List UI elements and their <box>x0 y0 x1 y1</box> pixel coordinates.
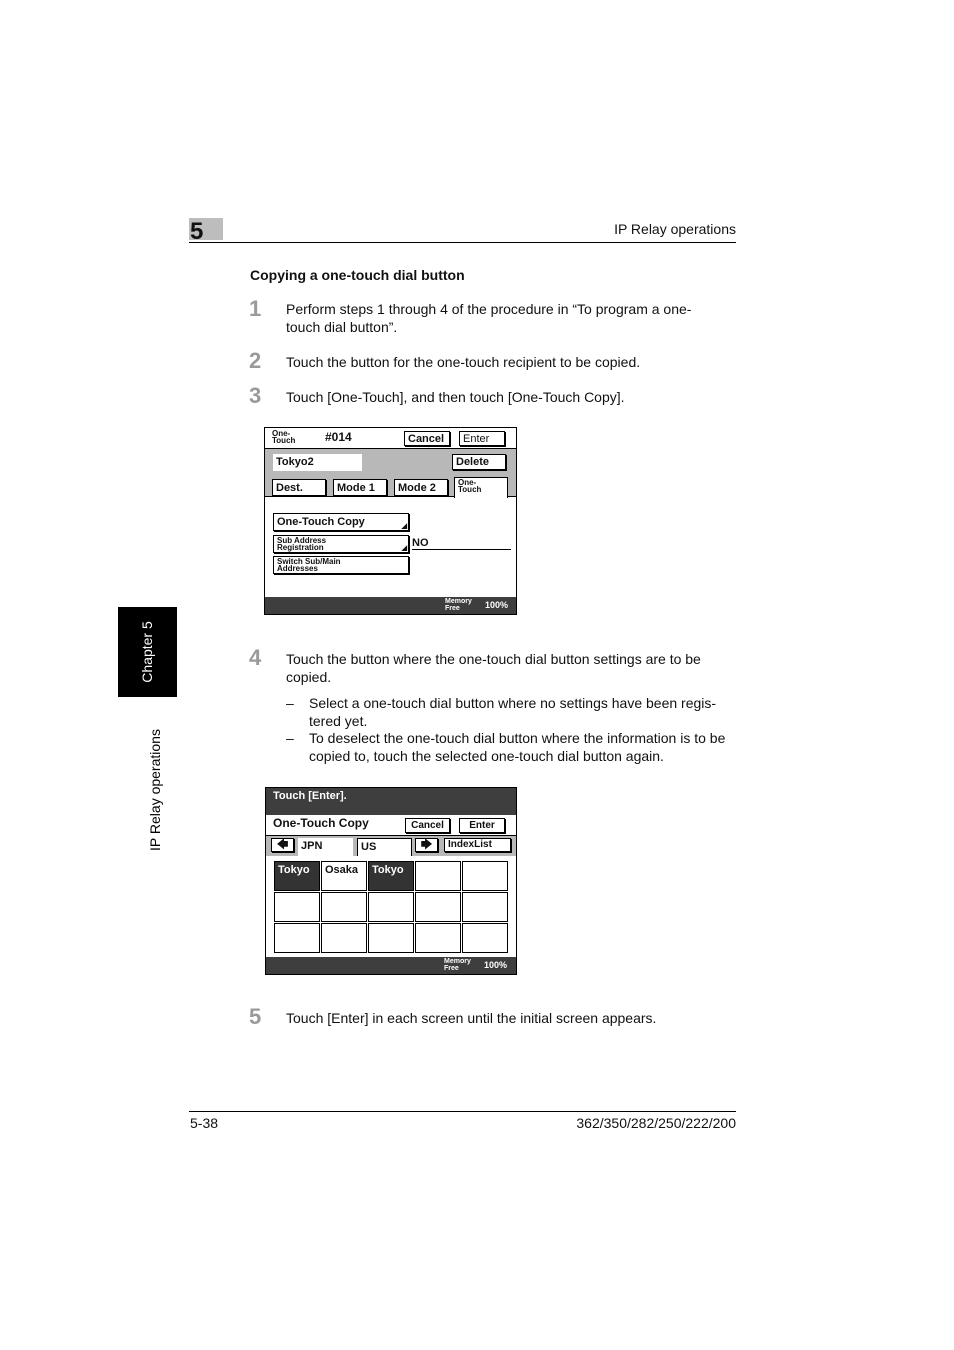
message-text: Touch [Enter]. <box>273 790 347 802</box>
step-1-text: Perform steps 1 through 4 of the procedure in “To program a one-touch dial button”. <box>286 301 692 335</box>
memory-free-value: 100% <box>484 960 508 970</box>
one-touch-button[interactable] <box>274 923 320 953</box>
one-touch-button[interactable] <box>321 892 367 922</box>
enter-button[interactable]: Enter <box>459 818 505 833</box>
one-touch-button[interactable]: Osaka <box>321 861 367 891</box>
step-4-number: 4 <box>249 645 262 670</box>
screen-title: One-Touch Copy <box>273 816 369 830</box>
section-heading: Copying a one-touch dial button <box>250 267 465 283</box>
step-3-text: Touch [One-Touch], and then touch [One-Touch Copy]. <box>286 389 625 405</box>
step-2-text: Touch the button for the one-touch recipient to be copied. <box>286 354 641 370</box>
model-numbers: 362/350/282/250/222/200 <box>576 1115 736 1131</box>
tab-dest[interactable]: Dest. <box>272 479 326 496</box>
step-3-number: 3 <box>249 383 262 408</box>
header-section-title: IP Relay operations <box>614 221 736 237</box>
one-touch-button[interactable] <box>462 923 508 953</box>
step-4-text: Touch the button where the one-touch dial button settings are to be copied. <box>286 651 701 685</box>
one-touch-button[interactable] <box>368 892 414 922</box>
step-4-bullet-2: – To deselect the one-touch dial button where the information is to be copied to, touch the selected one-touch dial button again. <box>286 730 726 764</box>
status-bar <box>265 597 516 614</box>
previous-arrow-icon[interactable]: 🡄 <box>271 838 294 852</box>
status-bar <box>266 957 516 974</box>
index-tab-jpn[interactable]: JPN <box>298 838 353 856</box>
one-touch-copy-button[interactable]: One-Touch Copy ◢ <box>273 513 409 531</box>
switch-sub-main-addresses-button[interactable]: Switch Sub/Main Addresses <box>273 556 409 574</box>
enter-button[interactable]: Enter <box>459 431 505 446</box>
sub-address-value: NO <box>412 537 429 549</box>
one-touch-number: #014 <box>325 430 352 444</box>
delete-button[interactable]: Delete <box>452 454 506 470</box>
one-touch-button[interactable] <box>321 923 367 953</box>
step-5-text: Touch [Enter] in each screen until the initial screen appears. <box>286 1010 657 1026</box>
one-touch-button[interactable] <box>368 923 414 953</box>
side-chapter-label: Chapter 5 <box>139 621 155 683</box>
sub-address-underline <box>412 549 511 550</box>
one-touch-button[interactable] <box>462 861 508 891</box>
one-touch-copy-screen <box>265 787 517 975</box>
one-touch-button[interactable] <box>415 923 461 953</box>
step-2-number: 2 <box>249 348 262 373</box>
step-1-number: 1 <box>249 296 262 321</box>
sub-address-registration-button[interactable]: Sub Address Registration ◢ <box>273 535 409 553</box>
step-5-number: 5 <box>249 1004 262 1029</box>
corner-mark-icon: ◢ <box>401 523 407 530</box>
next-arrow-icon[interactable]: 🡆 <box>415 838 438 852</box>
memory-free-label: Memory Free <box>444 958 471 972</box>
cancel-button[interactable]: Cancel <box>405 818 450 833</box>
one-touch-button-grid <box>274 861 510 955</box>
name-field[interactable]: Tokyo2 <box>273 454 362 471</box>
side-section-label: IP Relay operations <box>147 729 163 851</box>
header-rule <box>189 242 736 243</box>
step-4-bullet-1: – Select a one-touch dial button where no settings have been regis-tered yet. <box>286 695 717 729</box>
index-list-button[interactable]: IndexList <box>444 838 511 852</box>
tab-rule-left <box>265 496 454 497</box>
one-touch-button[interactable]: Tokyo <box>368 861 414 891</box>
one-touch-button[interactable] <box>274 892 320 922</box>
corner-mark-icon: ◢ <box>401 545 407 552</box>
screen-tab-title: One- Touch <box>272 429 296 445</box>
one-touch-button[interactable] <box>462 892 508 922</box>
chapter-number: 5 <box>190 218 204 245</box>
one-touch-settings-screen <box>264 427 517 615</box>
one-touch-button[interactable] <box>415 861 461 891</box>
tab-one-touch[interactable]: One- Touch <box>454 477 508 498</box>
one-touch-button[interactable]: Tokyo <box>274 861 320 891</box>
page-number: 5-38 <box>190 1115 219 1131</box>
index-tab-us[interactable]: US <box>357 838 412 856</box>
one-touch-button[interactable] <box>415 892 461 922</box>
cancel-button[interactable]: Cancel <box>404 431 450 446</box>
footer-rule <box>189 1111 736 1112</box>
memory-free-value: 100% <box>485 600 509 610</box>
tab-rule-right <box>508 496 517 497</box>
tab-mode-1[interactable]: Mode 1 <box>333 479 387 496</box>
tab-mode-2[interactable]: Mode 2 <box>394 479 448 496</box>
memory-free-label: Memory Free <box>445 598 472 612</box>
